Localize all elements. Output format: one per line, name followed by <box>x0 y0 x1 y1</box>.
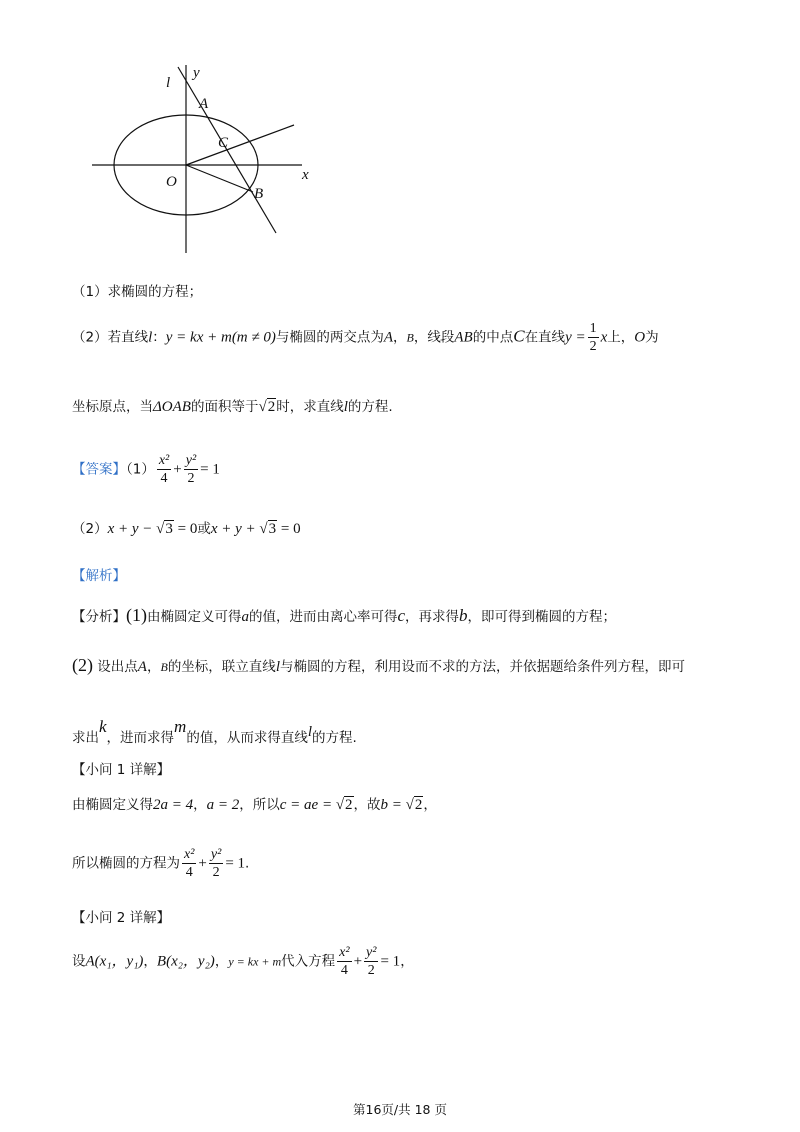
sub1-line-2: 所以椭圆的方程为 $\frac{\text{x²}}{4}$ + $\frac{\text{y²}}{2}$ = 1. <box>72 847 250 880</box>
label-x: x <box>302 167 309 183</box>
label-a: A <box>199 96 209 112</box>
segment-ob <box>186 165 253 192</box>
sub1-title: 【小问 1 详解】 <box>72 762 171 778</box>
line-oc <box>186 125 294 165</box>
label-y: y <box>193 65 200 81</box>
label-o: O <box>166 174 177 190</box>
label-b: B <box>254 186 264 202</box>
analysis-line-1: 【分析】(1)由椭圆定义可得a的值，进而由离心率可得c，再求得b，即可得到椭圆的方程； <box>72 605 617 625</box>
question-2-line-1: （2）若直线l：y = kx + m(m ≠ 0)与椭圆的两交点为A，B，线段AB的中点C在直线y = $\frac{1}{2}$ x上，O为 <box>72 321 659 354</box>
question-1: （1）求椭圆的方程； <box>72 284 203 300</box>
answer-line-2: （2）x + y − √3 = 0或x + y + √3 = 0 <box>72 521 301 537</box>
fraction-y2-2: $\frac{\text{y²}}{2}$ <box>185 453 197 486</box>
analysis-tag: 【解析】 <box>72 568 126 584</box>
fraction-x2-4: $\frac{\text{x²}}{4}$ <box>158 453 170 486</box>
question-2-line-2: 坐标原点，当ΔOAB的面积等于√2时，求直线l的方程. <box>72 399 393 415</box>
sub2-title: 【小问 2 详解】 <box>72 910 171 926</box>
sub2-line-1: 设A(x₁，y₁)，B(x₂，y₂)，y = kx + m代入方程 $\frac{\text{x²}}{4}$ + $\frac{\text{y²}}{2}$ = 1， <box>72 945 414 978</box>
label-c: C <box>218 135 229 151</box>
page-footer: 第16页/共 18 页 <box>353 1102 447 1117</box>
ellipse-figure <box>80 55 320 255</box>
sqrt-2: √2 <box>258 399 276 415</box>
analysis-line-2: (2) 设出点A，B的坐标，联立直线l与椭圆的方程，利用设而不求的方法，并依据题给条件列方程，即可 <box>72 655 685 675</box>
answer-line-1: 【答案】（1） $\frac{\text{x²}}{4}$ + $\frac{\text{y²}}{2}$ = 1 <box>72 453 220 486</box>
label-l: l <box>166 75 171 91</box>
sub1-line-1: 由椭圆定义得2a = 4，a = 2，所以c = ae = √2，故b = √2， <box>72 797 437 813</box>
fraction-half: $\frac{1}{2}$ <box>589 321 597 354</box>
analysis-line-3: 求出k，进而求得m的值，从而求得直线l的方程. <box>72 717 357 746</box>
